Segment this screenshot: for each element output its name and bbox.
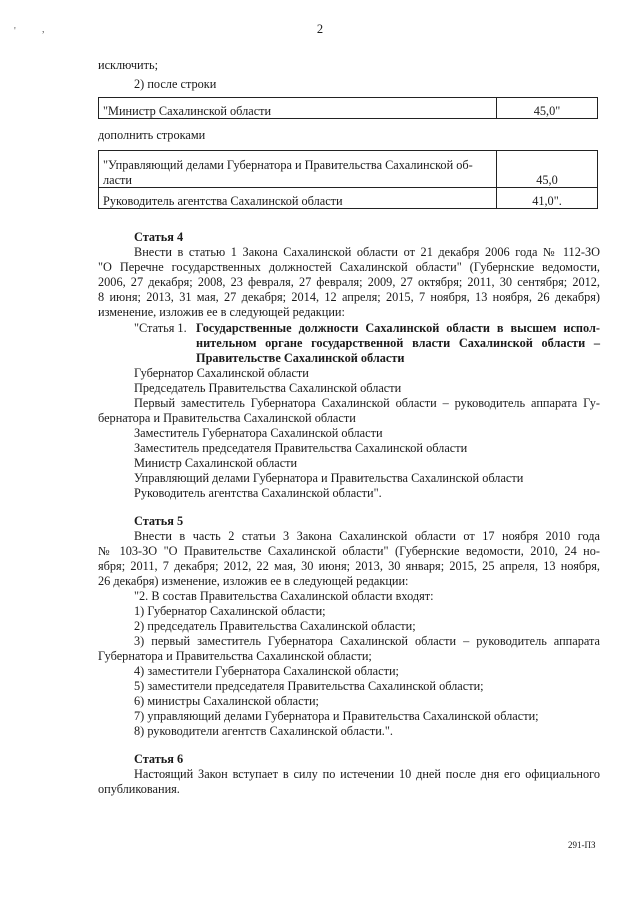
paragraph-line: "О Перечне государственных должностей Сахалинской области" (Губернские ведомости, bbox=[98, 260, 600, 274]
document-code: 291-ПЗ bbox=[568, 840, 596, 850]
list-item: 6) министры Сахалинской области; bbox=[134, 694, 319, 708]
paragraph-line: изменение, изложив ее в следующей редакции: bbox=[98, 305, 345, 319]
list-item: Управляющий делами Губернатора и Правительства Сахалинской области bbox=[134, 471, 524, 485]
list-item: 7) управляющий делами Губернатора и Правительства Сахалинской области; bbox=[134, 709, 539, 723]
paragraph-line: ября; 2011, 7 декабря; 2012, 22 мая, 30 июня; 2013, 30 января; 2015, 25 апреля, 13 ноября, bbox=[98, 559, 600, 573]
intro-line: исключить; bbox=[98, 58, 159, 72]
article-title-line: Государственные должности Сахалинской области в высшем испол- bbox=[196, 321, 600, 335]
list-item: Руководитель агентства Сахалинской области". bbox=[134, 486, 382, 500]
table-cell-value: 45,0 bbox=[497, 151, 598, 188]
article-prefix: "Статья 1. bbox=[134, 321, 187, 335]
paragraph-line: 2006, 27 декабря; 2008, 23 февраля, 27 февраля; 2009, 27 октября; 2011, 30 сентября; 2012, bbox=[98, 275, 600, 289]
added-rows-table bbox=[98, 150, 598, 209]
list-item: "2. В состав Правительства Сахалинской области входят: bbox=[134, 589, 434, 603]
table-cell-value: 45,0" bbox=[497, 98, 598, 119]
table-cell-title: "Министр Сахалинской области bbox=[99, 98, 497, 119]
table-row bbox=[99, 151, 598, 188]
article-heading: Статья 5 bbox=[134, 514, 184, 528]
list-item: 1) Губернатор Сахалинской области; bbox=[134, 604, 326, 618]
list-item: Председатель Правительства Сахалинской области bbox=[134, 381, 402, 395]
table-row bbox=[99, 188, 598, 209]
paragraph-line: Внести в статью 1 Закона Сахалинской области от 21 декабря 2006 года № 112-ЗО bbox=[134, 245, 600, 259]
page-number: 2 bbox=[316, 22, 324, 36]
table-cell-value: 41,0". bbox=[497, 188, 598, 209]
margin-mark: ' bbox=[14, 26, 16, 37]
cell-line: "Управляющий делами Губернатора и Правительства Сахалинской об- bbox=[103, 158, 473, 172]
list-item: Первый заместитель Губернатора Сахалинской области – руководитель аппарата Гу- bbox=[134, 396, 600, 410]
list-item: 2) председатель Правительства Сахалинской области; bbox=[134, 619, 416, 633]
list-item: Министр Сахалинской области bbox=[134, 456, 298, 470]
article-heading: Статья 4 bbox=[134, 230, 184, 244]
cell-line: ласти bbox=[103, 172, 133, 187]
table-cell-title: Руководитель агентства Сахалинской области bbox=[99, 188, 497, 209]
intro-line: 2) после строки bbox=[134, 77, 217, 91]
intro-line: дополнить строками bbox=[98, 128, 206, 142]
list-item: 8) руководители агентств Сахалинской области.". bbox=[134, 724, 393, 738]
paragraph-line: 8 июня; 2013, 31 мая, 27 декабря; 2014, 12 апреля; 2015, 7 ноября, 13 ноября, 26 декабря) bbox=[98, 290, 600, 304]
paragraph-line: № 103-ЗО "О Правительстве Сахалинской области" (Губернские ведомости, 2010, 24 но- bbox=[98, 544, 600, 558]
list-item: Губернатора и Правительства Сахалинской области; bbox=[98, 649, 372, 663]
article-title-line: нительном органе государственной власти Сахалинской области – bbox=[196, 336, 600, 350]
article-title-line: Правительстве Сахалинской области bbox=[196, 351, 405, 365]
list-item: Заместитель председателя Правительства Сахалинской области bbox=[134, 441, 468, 455]
replaced-row-table bbox=[98, 97, 598, 119]
margin-mark: , bbox=[42, 24, 45, 35]
paragraph-line: опубликования. bbox=[98, 782, 180, 796]
article-heading: Статья 6 bbox=[134, 752, 184, 766]
table-cell-title bbox=[99, 151, 497, 188]
paragraph-line: 26 декабря) изменение, изложив ее в следующей редакции: bbox=[98, 574, 409, 588]
list-item: 5) заместители председателя Правительства Сахалинской области; bbox=[134, 679, 484, 693]
list-item: 3) первый заместитель Губернатора Сахалинской области – руководитель аппарата bbox=[134, 634, 600, 648]
list-item: 4) заместители Губернатора Сахалинской области; bbox=[134, 664, 399, 678]
list-item: Заместитель Губернатора Сахалинской области bbox=[134, 426, 383, 440]
list-item: Губернатор Сахалинской области bbox=[134, 366, 309, 380]
paragraph-line: Внести в часть 2 статьи 3 Закона Сахалинской области от 17 ноября 2010 года bbox=[134, 529, 600, 543]
paragraph-line: Настоящий Закон вступает в силу по истечении 10 дней после дня его официального bbox=[134, 767, 600, 781]
list-item: бернатора и Правительства Сахалинской области bbox=[98, 411, 356, 425]
